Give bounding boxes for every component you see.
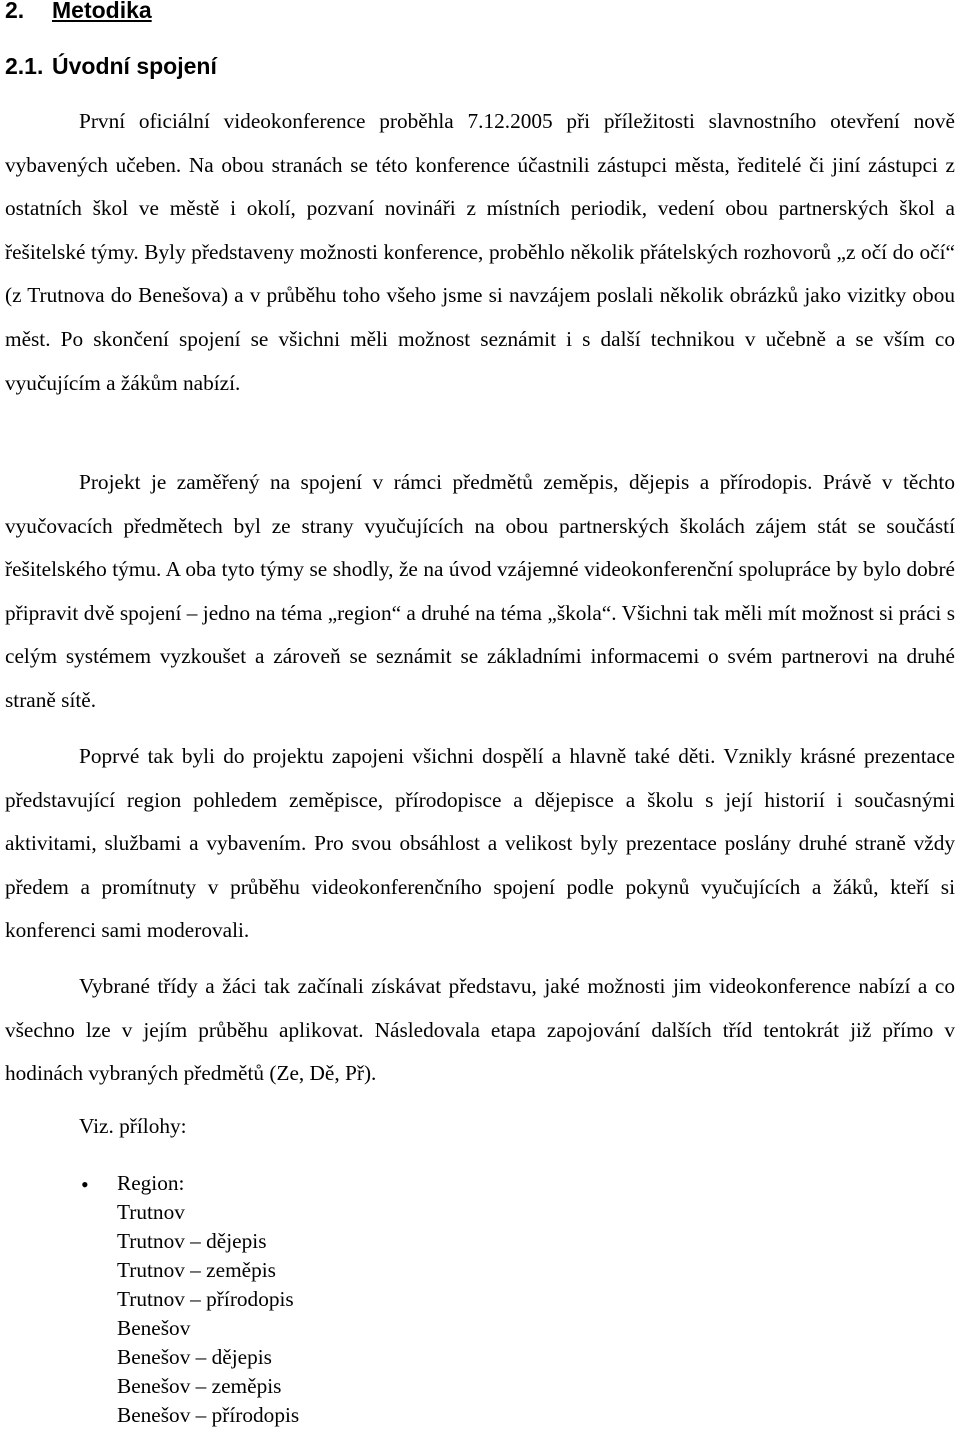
appendix-list-lines [117, 1169, 517, 1430]
list-item: Trutnov – dějepis [117, 1229, 267, 1253]
heading-metodika [5, 0, 152, 24]
heading-number: 2. [5, 0, 25, 23]
list-item: Trutnov – přírodopis [117, 1287, 294, 1311]
list-item: Benešov – dějepis [117, 1345, 272, 1369]
list-item: Trutnov [117, 1200, 185, 1224]
list-item: Region: [117, 1171, 185, 1195]
heading-title: Metodika [52, 0, 152, 23]
paragraph-4: Vybrané třídy a žáci tak začínali získávat představu, jaké možnosti jim videokonference nabízí a co všechno lze v jejím průběhu aplikovat. Následovala etapa zapojování dalších tříd tentokrát již přímo v hodinách vybraných předmětů (Ze, Dě, Př). [5, 974, 955, 1086]
subheading-number: 2.1. [5, 53, 44, 79]
paragraph-3: Poprvé tak byli do projektu zapojeni všichni dospělí a hlavně také děti. Vznikly krásné prezentace představující region pohledem zeměpisce, přírodopisce a dějepisce a školu s její historií i současnými aktivitami, službami a vybavením. Pro svou obsáhlost a velikost byly prezentace poslány druhé straně vždy předem a promítnuty v průběhu videokonferenčního spojení podle pokynů vyučujících a žáků, kteří si konferenci sami moderovali. [5, 744, 955, 943]
bullet-icon: • [81, 1172, 89, 1197]
paragraph-1: První oficiální videokonference proběhla 7.12.2005 při příležitosti slavnostního otevření nově vybavených učeben. Na obou stranách se této konference účastnili zástupci města, ředitelé či jiní zástupci z ostatních škol ve městě i okolí, pozvaní novináři z místních periodik, vedení obou partnerských škol a řešitelské týmy. Byly představeny možnosti konference, proběhlo několik přátelských rozhovorů „z očí do očí“ (z Trutnova do Benešova) a v průběhu toho všeho jsme si navzájem poslali několik obrázků jako vizitky obou měst. Po skončení spojení se všichni měli možnost seznámit i s další technikou v učebně a se vším co vyučujícím a žákům nabízí. [5, 109, 955, 395]
appendix-label: Viz. přílohy: [79, 1114, 187, 1138]
list-item: Benešov – zeměpis [117, 1374, 282, 1398]
list-item: Trutnov – zeměpis [117, 1258, 276, 1282]
subheading-title: Úvodní spojení [52, 53, 217, 79]
heading-uvodni-spojeni [5, 53, 217, 80]
list-item: Benešov [117, 1316, 191, 1340]
list-item: Benešov – přírodopis [117, 1403, 300, 1427]
paragraph-2: Projekt je zaměřený na spojení v rámci předmětů zeměpis, dějepis a přírodopis. Právě v těchto vyučovacích předmětech byl ze strany vyučujících na obou partnerských školách zájem stát se součástí řešitelského týmu. A oba tyto týmy se shodly, že na úvod vzájemné videokonferenční spolupráce by bylo dobré připravit dvě spojení – jedno na téma „region“ a druhé na téma „škola“. Všichni tak měli mít možnost si práci s celým systémem vyzkoušet a zároveň se seznámit se základními informacemi o svém partnerovi na druhé straně sítě. [5, 470, 955, 712]
